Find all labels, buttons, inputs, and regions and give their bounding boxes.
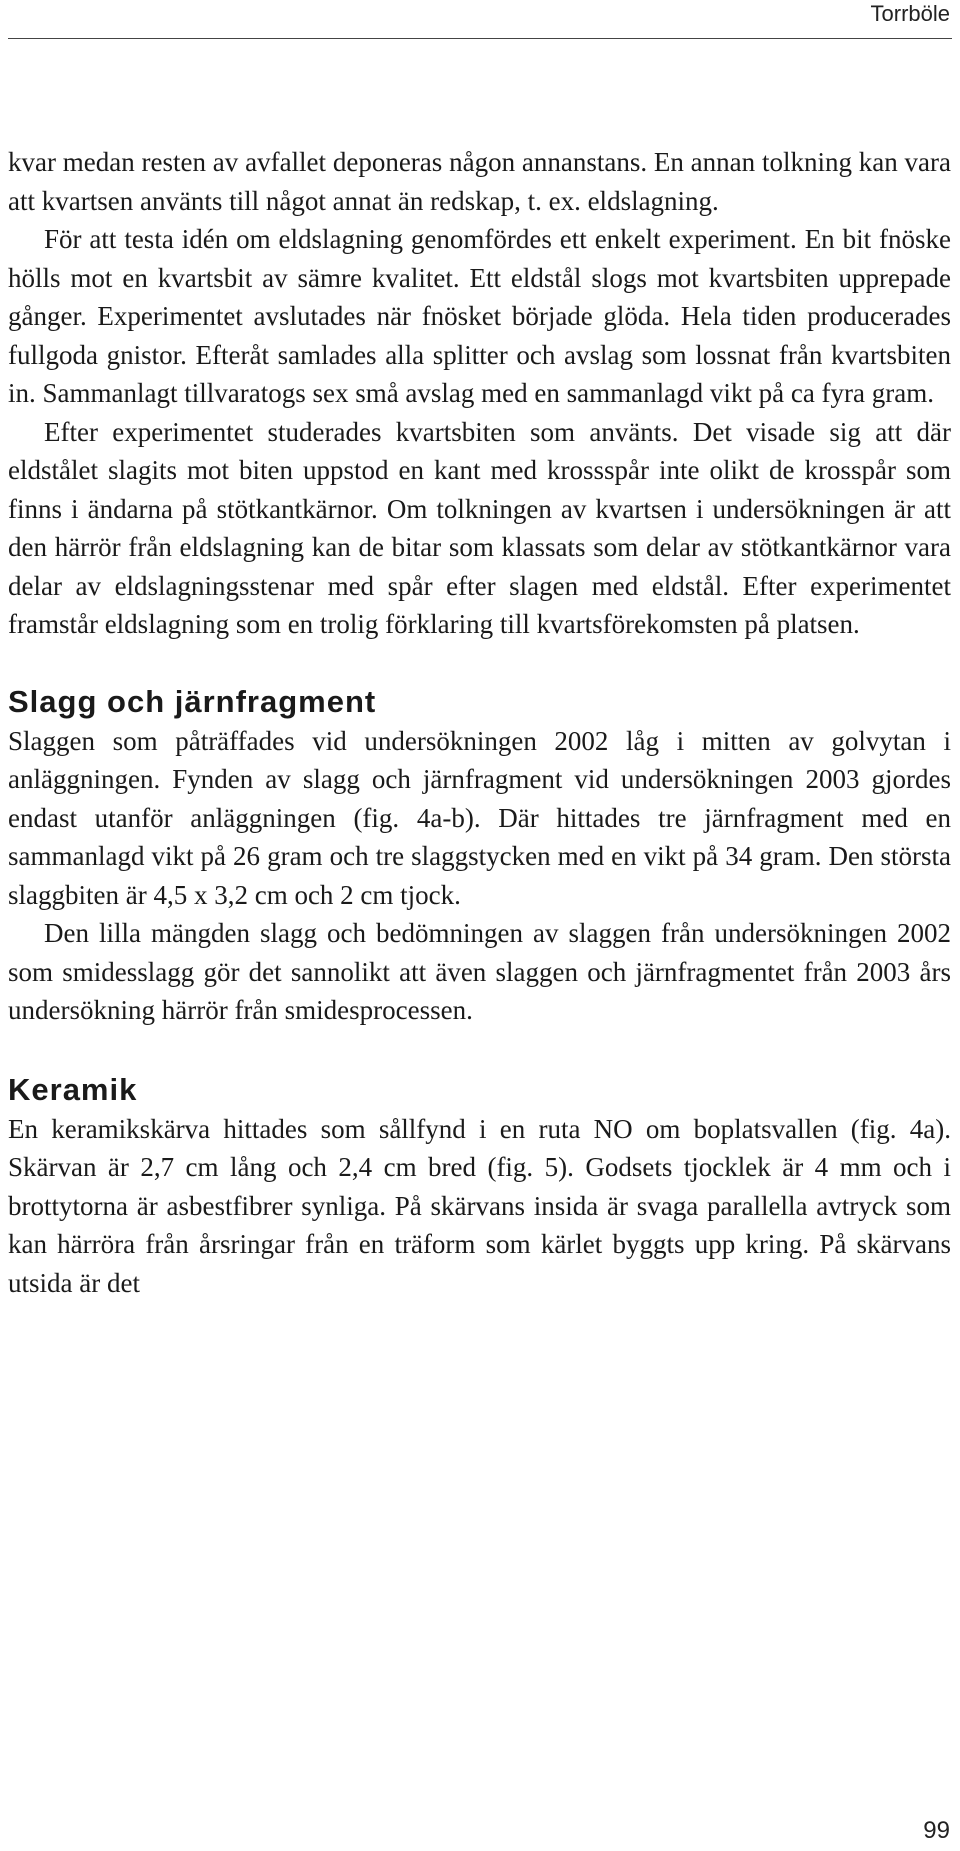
body-paragraph: För att testa idén om eldslagning genomfördes ett enkelt experiment. En bit fnöske hölls mot en kvartsbit av sämre kvalitet. Ett eldstål slogs mot kvartsbiten upprepade gånger. Experimentet avslutades när fnösket började glöda. Hela tiden producerades fullgoda gnistor. Efteråt samlades alla splitter och avslag som lossnat från kvartsbiten in. Sammanlagt tillvaratogs sex små avslag med en sammanlagd vikt på ca fyra gram.	[8, 224, 951, 408]
running-header	[0, 0, 960, 40]
page-number: 99	[923, 1817, 950, 1844]
page-body	[8, 143, 951, 1302]
body-paragraph: Slaggen som påträffades vid undersökningen 2002 låg i mitten av golvytan i anläggningen. Fynden av slagg och järnfragment vid undersökningen 2003 gjordes endast utanför anläggningen (fig. 4a-b). Där hittades tre järnfragment med en sammanlagd vikt på 26 gram och tre slaggstycken med en vikt på 34 gram. Den största slaggbiten är 4,5 x 3,2 cm och 2 cm tjock.	[8, 725, 951, 910]
body-paragraph: Den lilla mängden slagg och bedömningen av slaggen från undersökningen 2002 som smidesslagg gör det sannolikt att även slaggen och järnfragmentet från 2003 års undersökning härrör från smidesprocessen.	[8, 918, 951, 1025]
running-title: Torrböle	[870, 1, 950, 26]
body-paragraph: En keramikskärva hittades som sållfynd i en ruta NO om boplatsvallen (fig. 4a). Skärvan är 2,7 cm lång och 2,4 cm bred (fig. 5). Godsets tjocklek är 4 mm och i brottytorna är asbestfibrer synliga. På skärvans insida är svaga parallella avtryck som kan härröra från årsringar från en träform som kärlet byggts upp kring. På skärvans utsida är det	[8, 1113, 951, 1298]
body-paragraph: kvar medan resten av avfallet deponeras någon annanstans. En annan tolkning kan vara att kvartsen använts till något annat än redskap, t. ex. eldslagning.	[8, 147, 951, 216]
section-heading-slagg: Slagg och järnfragment	[8, 683, 377, 719]
section-heading-keramik: Keramik	[8, 1071, 138, 1107]
header-rule	[8, 38, 952, 39]
body-paragraph: Efter experimentet studerades kvartsbiten som använts. Det visade sig att där eldstålet slagits mot biten uppstod en kant med krossspår inte olikt de krosspår som finns i ändarna på stötkantkärnor. Om tolkningen av kvartsen i undersökningen är att den härrör från eldslagning kan de bitar som klassats som delar av stötkantkärnor vara delar av eldslagningsstenar med spår efter slagen med eldstål. Efter experimentet framstår eldslagning som en trolig förklaring till kvartsförekomsten på platsen.	[8, 416, 951, 639]
